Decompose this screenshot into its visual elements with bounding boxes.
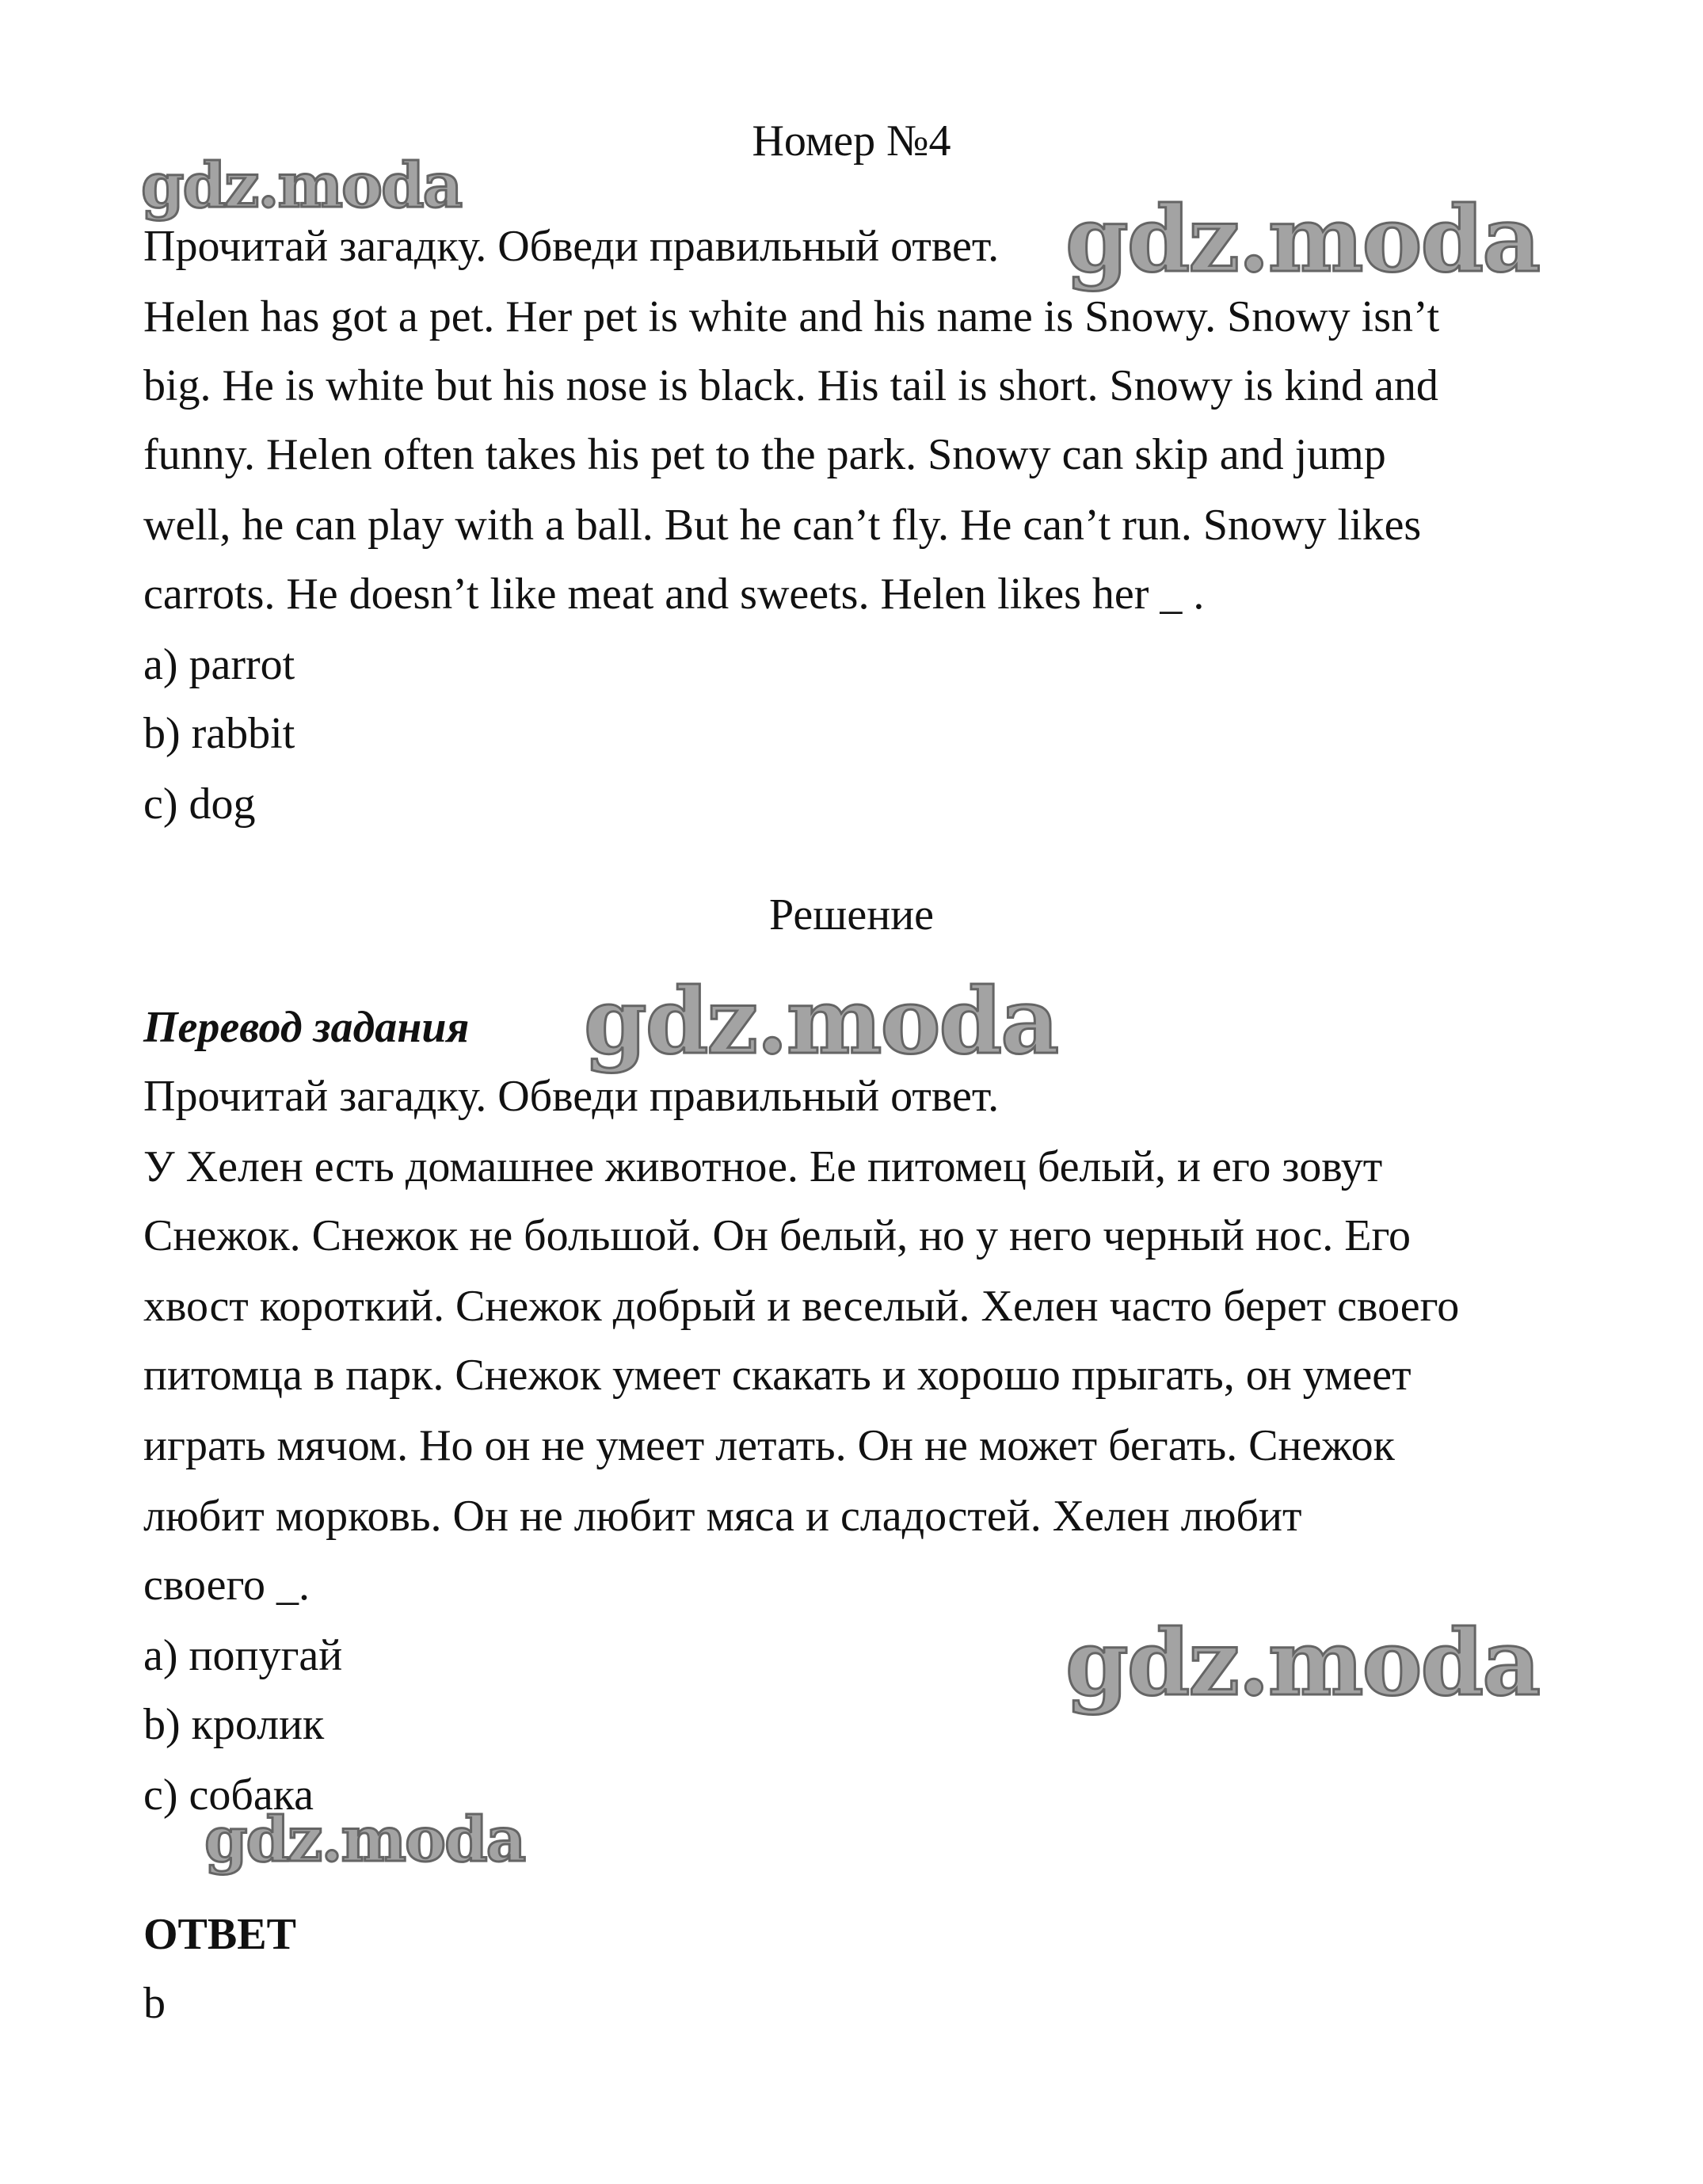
translation-line: играть мячом. Но он не умеет летать. Он не может бегать. Снежок [143, 1421, 1395, 1470]
translation-line: своего _. [143, 1561, 311, 1610]
task-line: well, he can play with a ball. But he can’t fly. He can’t run. Snowy likes [143, 501, 1422, 550]
translation-line: У Хелен есть домашнее животное. Ее питомец белый, и его зовут [143, 1142, 1383, 1191]
translation-option: a) попугай [143, 1631, 343, 1680]
answer-heading: ОТВЕТ [143, 1910, 296, 1959]
task-option: c) dog [143, 779, 256, 829]
watermark: gdz.moda [141, 150, 462, 222]
task-line: Helen has got a pet. Her pet is white and his name is Snowy. Snowy isn’t [143, 292, 1440, 341]
translation-line: любит морковь. Он не любит мяса и сладостей. Хелен любит [143, 1492, 1302, 1541]
translation-line: Снежок. Снежок не большой. Он белый, но у него черный нос. Его [143, 1211, 1412, 1260]
task-option: a) parrot [143, 640, 295, 689]
translation-option: c) собака [143, 1770, 314, 1820]
watermark: gdz.moda [1065, 1610, 1540, 1716]
solution-heading: Решение [768, 890, 935, 940]
task-line: carrots. He doesn’t like meat and sweets. Helen likes her _ . [143, 570, 1205, 619]
watermark: gdz.moda [204, 1804, 525, 1876]
translation-heading: Перевод задания [143, 1003, 470, 1052]
translation-line: хвост короткий. Снежок добрый и веселый. Хелен часто берет своего [143, 1282, 1460, 1331]
watermark: gdz.moda [1065, 186, 1540, 292]
answer-value: b [143, 1979, 166, 2028]
translation-instruction: Прочитай загадку. Обведи правильный ответ. [143, 1072, 1000, 1121]
task-line: big. He is white but his nose is black. His tail is short. Snowy is kind and [143, 361, 1438, 410]
translation-line: питомца в парк. Снежок умеет скакать и хорошо прыгать, он умеет [143, 1351, 1412, 1400]
watermark: gdz.moda [584, 968, 1058, 1074]
page-title: Номер №4 [752, 116, 951, 166]
task-option: b) rabbit [143, 709, 295, 758]
task-instruction: Прочитай загадку. Обведи правильный ответ. [143, 222, 1000, 271]
translation-option: b) кролик [143, 1700, 325, 1749]
task-line: funny. Helen often takes his pet to the park. Snowy can skip and jump [143, 430, 1386, 479]
